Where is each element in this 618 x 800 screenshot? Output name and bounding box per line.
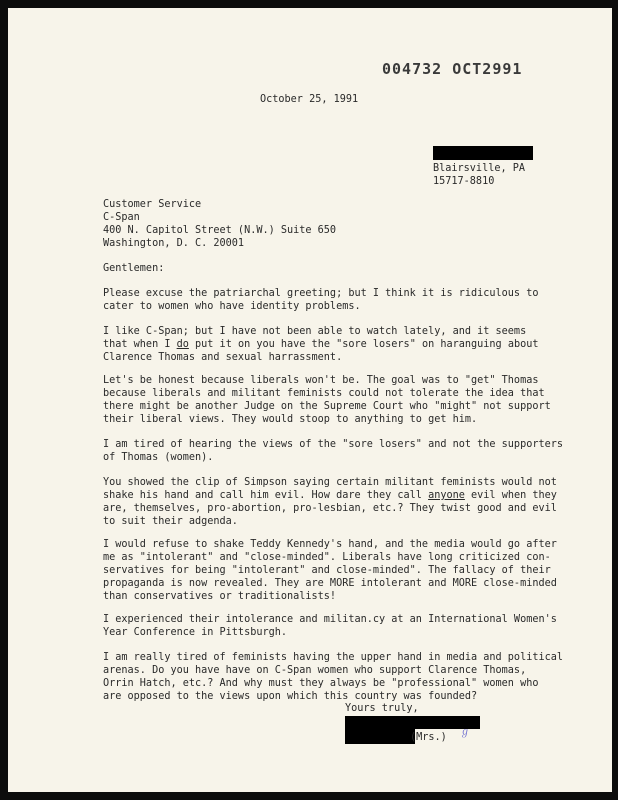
- salutation: Gentlemen:: [103, 263, 165, 274]
- paragraph-5-part-b: evil when they are, themselves, pro-abortion, pro-lesbian, etc.? They twist good and evil to suit their adgenda.: [103, 490, 557, 527]
- letter-date: October 25, 1991: [260, 94, 359, 105]
- letter-page: [8, 8, 612, 792]
- paragraph-7: I experienced their intolerance and militan.cy at an International Women's Year Conference in Pittsburgh.: [103, 614, 557, 638]
- paragraph-2-underlined: do: [176, 339, 189, 350]
- recipient-line-2: C-Span: [103, 212, 140, 223]
- ink-mark: ℊ: [460, 727, 470, 738]
- paragraph-2-part-a: I like C-Span; but I have not been able to watch lately, and it seems that when I: [103, 326, 527, 350]
- signature-suffix: (Mrs.): [410, 732, 447, 743]
- sender-city: Blairsville, PA: [433, 163, 526, 174]
- paragraph-3: Let's be honest because liberals won't be. The goal was to "get" Thomas because liberals and militant feminists could not tolerate the idea that there might be another Judge on the Supreme Court who "might" not support their liberal views. They would stoop to anything to get him.: [103, 375, 551, 425]
- received-stamp: 004732 OCT2991: [382, 60, 523, 78]
- paragraph-5: [103, 476, 563, 528]
- paragraph-5-part-a: You showed the clip of Simpson saying certain militant feminists would not shake his hand and call him evil. How dare they call: [103, 477, 557, 501]
- recipient-line-1: Customer Service: [103, 199, 202, 210]
- paragraph-1: Please excuse the patriarchal greeting; but I think it is ridiculous to cater to women who have identity problems.: [103, 288, 539, 312]
- sender-zip: 15717-8810: [433, 176, 495, 187]
- paragraph-2: [103, 325, 563, 364]
- paragraph-8: I am really tired of feminists having the upper hand in media and political arenas. Do you have have on C-Span women who support Clarence Thomas, Orrin Hatch, etc.? And why must they always be "professional" women who are opposed to the views upon which this country was founded?: [103, 652, 564, 702]
- recipient-line-3: 400 N. Capitol Street (N.W.) Suite 650: [103, 225, 337, 236]
- recipient-line-4: Washington, D. C. 20001: [103, 238, 245, 249]
- paragraph-5-underlined: anyone: [428, 490, 465, 501]
- paragraph-4: I am tired of hearing the views of the "sore losers" and not the supporters of Thomas (women).: [103, 439, 564, 463]
- redacted-sender-name: [433, 146, 533, 160]
- closing: Yours truly,: [345, 703, 419, 714]
- paragraph-6: I would refuse to shake Teddy Kennedy's hand, and the media would go after me as "intolerant" and "close-minded". Liberals have long criticized con- servatives for being "intolerant" and close-minded". The fallacy of their propaganda is now revealed. They are MORE intolerant and MORE close-minded than conservatives or traditionalists!: [103, 539, 557, 602]
- paragraph-2-part-b: put it on you have the "sore losers" on haranguing about Clarence Thomas and sexual harrassment.: [103, 339, 539, 363]
- redacted-signature-bottom: [345, 729, 415, 744]
